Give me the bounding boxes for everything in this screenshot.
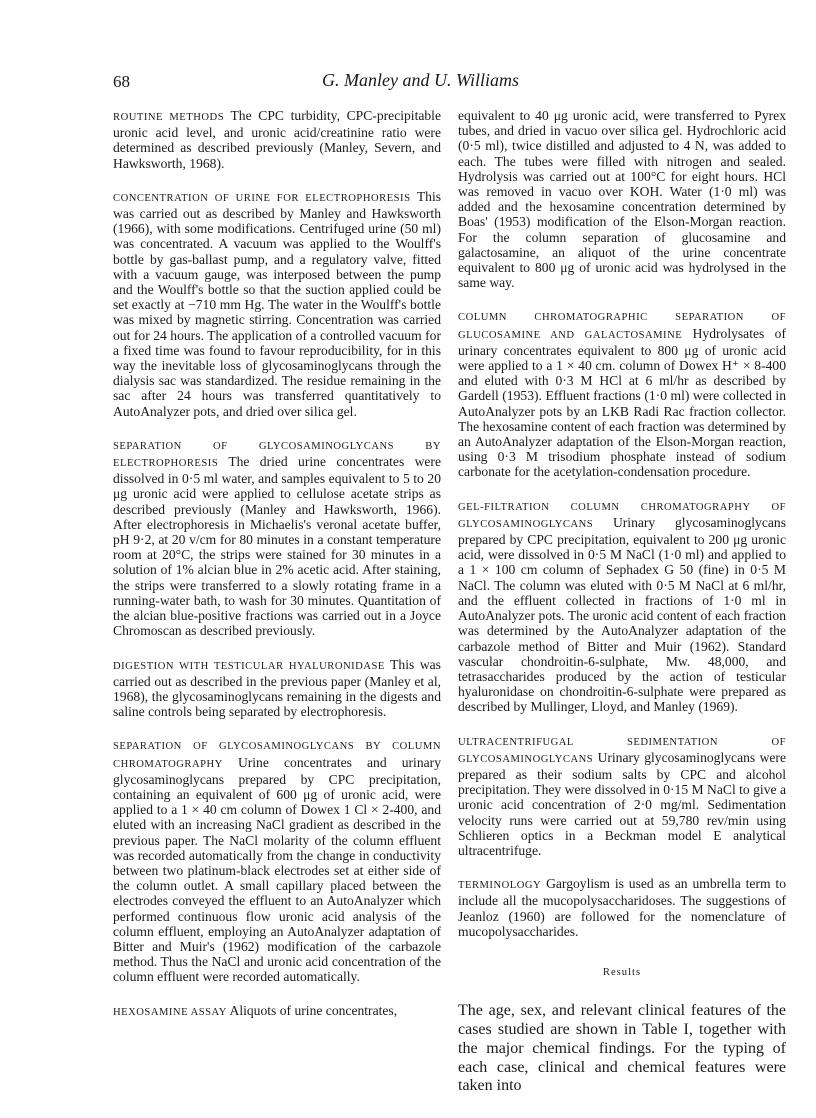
section-heading: ROUTINE METHODS xyxy=(113,112,225,123)
results-paragraph: The age, sex, and relevant clinical features of the cases studied are shown in Table I, together with the major chemical findings. For the typing of each case, clinical and chemical features were taken into xyxy=(458,1002,786,1095)
page-number: 68 xyxy=(113,72,130,91)
section-text: Hydrolysates of urinary concentrates equivalent to 800 μg of uronic acid were applied to a 1 × 40 cm. column of Dowex H⁺ × 8-400 and eluted with 0·3 M HCl at 6 ml/hr as described by Gardell (1953). Effluent fractions (1·0 ml) were collected in AutoAnalyzer pots by an LKB Radi Rac fraction collector. The hexosamine content of each fraction was determined by an AutoAnalyzer adaptation of the Elson-Morgan reaction, using 0·3 M trisodium phosphate instead of sodium carbonate for the acetylation-condensation procedure. xyxy=(458,325,786,480)
section-text: This was carried out as described in the previous paper (Manley et al, 1968), the glycosaminoglycans remaining in the digests and saline controls being separated by electrophoresis. xyxy=(113,656,441,720)
section-heading: HEXOSAMINE ASSAY xyxy=(113,1006,227,1018)
section-text: The CPC turbidity, CPC-precipitable uronic acid level, and uronic acid/creatinine ratio were determined as described previously (Manley, Severn, and Hawksworth, 1968). xyxy=(113,108,441,171)
section-text: Urinary glycosaminoglycans prepared by CPC precipitation, equivalent to 200 μg uronic acid, were dissolved in 0·5 M NaCl (1·0 ml) and applied to a 1 × 100 cm column of Sephadex G 50 (fine) in 0·5 M NaCl. The column was eluted with 0·5 M NaCl at 6 ml/hr, and the effluent collected in fractions of 1·0 ml in AutoAnalyzer pots. The uronic acid content of each fraction was determined by the AutoAnalyzer adaptation of the carbazole method of Bitter and Muir (1962). Standard vascular chondroitin-6-sulphate, Mw. 48,000, and tetrasaccharides produced by the action of testicular hyaluronidase on chondroitin-6-sulphate were prepared as described by Mullinger, Lloyd, and Manley (1969). xyxy=(458,514,786,715)
left-column xyxy=(113,108,441,1038)
section-heading: DIGESTION WITH TESTICULAR HYALURONIDASE xyxy=(113,660,385,672)
section-text: Urinary glycosaminoglycans were prepared as their sodium salts by CPC and alcohol precipitation. They were dissolved in 0·15 M NaCl to give a uronic acid concentration of 2·0 mg/ml. Sedimentation velocity runs were carried out at 59,780 rev/min using Schlieren optics in a Beckman model E analytical ultracentrifuge. xyxy=(458,749,786,858)
section-hexosamine-continued xyxy=(458,108,786,290)
section-text: Urine concentrates and urinary glycosaminoglycans prepared by CPC precipitation, containing an equivalent of 600 μg of uronic acid, were applied to a 1 × 40 cm column of Dowex 1 Cl × 2-400, and eluted with an increasing NaCl gradient as described in the previous paper. The NaCl molarity of the column effluent was recorded automatically from the change in conductivity between two platinum-black electrodes set at either side of the column outlet. A small capillary placed between the electrodes conveyed the effluent to an AutoAnalyzer which performed continuous flow uronic acid analysis of the column effluent, employing an AutoAnalyzer adaptation of Bitter and Muir's (1962) modification of the carbazole method. Thus the NaCl and uronic acid concentration of the column effluent were recorded automatically. xyxy=(113,754,441,985)
section-urine-concentration xyxy=(113,189,441,419)
section-heading: COLUMN CHROMATOGRAPHIC SEPARATION OF GLUCOSAMINE AND GALACTOSAMINE xyxy=(458,312,786,341)
running-head: G. Manley and U. Williams xyxy=(322,70,519,90)
section-heading: SEPARATION OF GLYCOSAMINOGLYCANS BY ELECTROPHORESIS xyxy=(113,440,441,470)
section-heading: GEL-FILTRATION COLUMN CHROMATOGRAPHY OF GLYCOSAMINOGLYCANS xyxy=(458,501,786,530)
section-heading: TERMINOLOGY xyxy=(458,880,542,892)
section-text: The dried urine concentrates were dissolved in 0·5 ml water, and samples equivalent to 5 to 20 μg uronic acid were applied to cellulose acetate strips as described previously (Manley and Hawksworth, 1966). After electrophoresis in Michaelis's veronal acetate buffer, pH 9·2, at 20 v/cm for 80 minutes in a constant temperature room at 20°C, the strips were stained for 30 minutes in a solution of 1% alcian blue in 2% acetic acid. After staining, the strips were transferred to a slowly rotating frame in a running-water bath, to wash for 30 minutes. Quantitation of the alcian blue-positive fractions was carried out in a Joyce Chromoscan as described previously. xyxy=(113,454,441,639)
section-routine-methods xyxy=(113,108,441,171)
section-glucosamine-separation xyxy=(458,308,786,479)
section-heading: SEPARATION OF GLYCOSAMINOGLYCANS BY COLUMN CHROMATOGRAPHY xyxy=(113,741,441,770)
section-terminology xyxy=(458,876,786,939)
section-heading: CONCENTRATION OF URINE FOR ELECTROPHORESIS xyxy=(113,192,411,204)
section-text: Gargoylism is used as an umbrella term to include all the mucopolysaccharidoses. The suggestions of Jeanloz (1960) are followed for the nomenclature of mucopolysaccharides. xyxy=(458,876,786,939)
section-ultracentrifugal xyxy=(458,733,786,859)
section-electrophoresis xyxy=(113,437,441,639)
section-column-chromatography xyxy=(113,737,441,984)
section-gel-filtration xyxy=(458,498,786,715)
section-hyaluronidase xyxy=(113,657,441,720)
section-text: Aliquots of urine concentrates, xyxy=(229,1002,398,1018)
section-text: equivalent to 40 μg uronic acid, were transferred to Pyrex tubes, and dried in vacuo over silica gel. Hydrochloric acid (0·5 ml), twice distilled and adjusted to 4 N, was added to each. The tubes were filled with nitrogen and sealed. Hydrolysis was carried out at 100°C for eight hours. HCl was removed in vacuo over KOH. Water (1·0 ml) was added and the hexosamine concentration determined by Boas' (1953) modification of the Elson-Morgan reaction. For the column separation of glucosamine and galactosamine, an aliquot of the urine concentrate equivalent to 800 μg of uronic acid was hydrolysed in the same way. xyxy=(458,108,786,291)
section-heading: ULTRACENTRIFUGAL SEDIMENTATION OF GLYCOSAMINOGLYCANS xyxy=(458,736,786,765)
results-heading: Results xyxy=(602,966,642,978)
section-hexosamine-assay xyxy=(113,1003,441,1020)
section-text: This was carried out as described by Manley and Hawksworth (1966), with some modifications. Centrifuged urine (50 ml) was concentrated. A vacuum was applied to the Woulff's bottle by gas-ballast pump, and a regulatory valve, fitted with a vacuum gauge, was interposed between the pump and the Woulff's bottle so that the suction applied could be set exactly at −710 mm Hg. The water in the Woulff's bottle was mixed by magnetic stirring. Concentration was carried out for 24 hours. The application of a controlled vacuum for a fixed time was found to favour reproducibility, for in this way the inevitable loss of glycosaminoglycans through the dialysis sac was standardized. The residue remaining in the sac after 24 hours was transferred quantitatively to AutoAnalyzer pots, and dried over silica gel. xyxy=(113,188,442,419)
right-column xyxy=(458,108,786,1096)
